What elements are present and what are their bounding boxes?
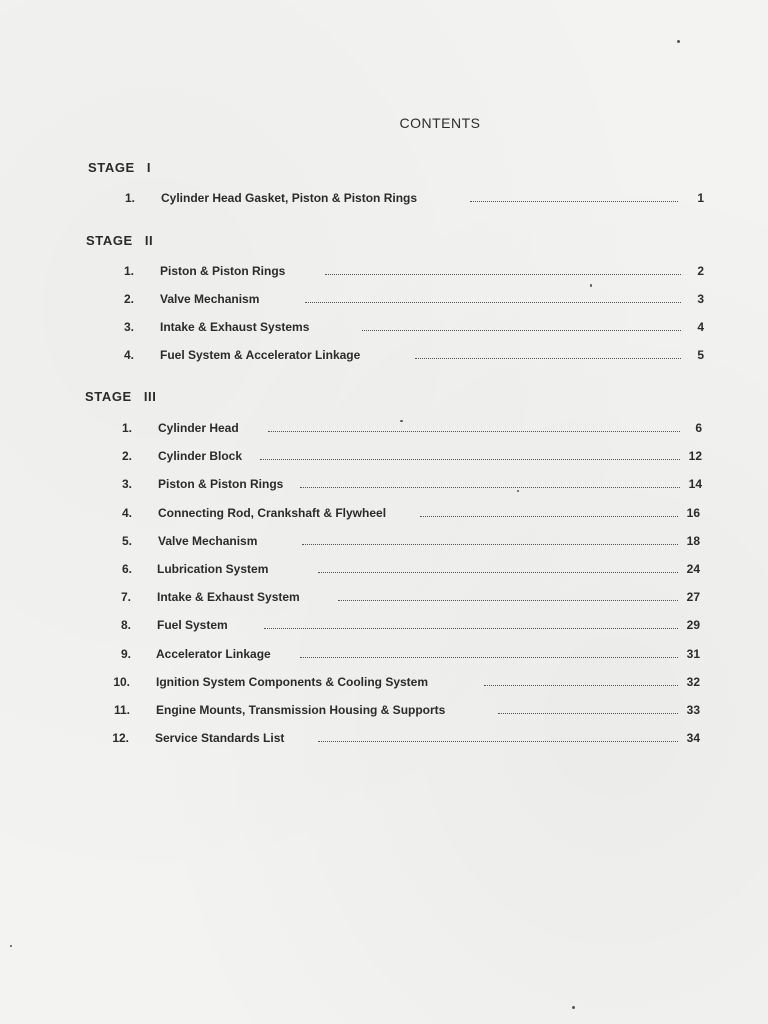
dot-leader [260,459,680,460]
dot-leader [300,657,678,658]
entry-title: Accelerator Linkage [156,647,271,661]
entry-title: Valve Mechanism [160,292,260,306]
toc-entry[interactable] [0,643,768,661]
entry-page: 27 [686,590,700,604]
dot-leader [470,201,678,202]
entry-page: 4 [697,320,704,334]
dot-leader [325,274,681,275]
toc-entry[interactable] [0,699,768,717]
stage-label: STAGE [86,233,133,248]
stage-numeral: I [146,160,152,175]
entry-page: 34 [686,731,700,745]
stage-numeral: II [144,233,154,248]
paper-speck [10,945,12,947]
toc-entry[interactable] [0,671,768,689]
dot-leader [420,516,678,517]
contents-title: CONTENTS [399,115,481,131]
dot-leader [362,330,681,331]
toc-entry[interactable] [0,614,768,632]
dot-leader [484,685,678,686]
entry-number: 8. [120,618,131,632]
entry-number: 2. [123,292,134,306]
dot-leader [318,572,678,573]
toc-entry[interactable] [0,727,768,745]
entry-title: Ignition System Components & Cooling System [156,675,429,689]
stage-heading [88,160,151,175]
dot-leader [305,302,681,303]
entry-title: Intake & Exhaust System [157,590,300,604]
paper-speck [400,420,403,422]
toc-entry[interactable] [0,502,768,520]
entry-number: 12. [112,731,129,745]
entry-page: 29 [686,618,700,632]
dot-leader [498,713,678,714]
dot-leader [415,358,681,359]
toc-entry[interactable] [0,187,768,205]
toc-entry[interactable] [0,586,768,604]
dot-leader [338,600,678,601]
entry-number: 1. [124,191,135,205]
entry-page: 32 [686,675,700,689]
toc-entry[interactable] [0,473,768,491]
entry-page: 1 [697,191,704,205]
entry-page: 14 [688,477,702,491]
entry-number: 4. [121,506,132,520]
toc-entry[interactable] [0,558,768,576]
entry-title: Cylinder Head Gasket, Piston & Piston Rings [161,191,418,205]
entry-title: Fuel System [157,618,228,632]
toc-entry[interactable] [0,344,768,362]
stage-label: STAGE [88,160,135,175]
entry-number: 9. [120,647,131,661]
entry-title: Engine Mounts, Transmission Housing & Supports [156,703,446,717]
entry-number: 4. [123,348,134,362]
entry-page: 24 [686,562,700,576]
entry-title: Service Standards List [155,731,285,745]
entry-number: 3. [121,477,132,491]
stage-label: STAGE [85,389,132,404]
dot-leader [302,544,678,545]
entry-number: 11. [113,703,130,717]
entry-page: 5 [697,348,704,362]
entry-number: 10. [113,675,130,689]
dot-leader [318,741,678,742]
entry-number: 7. [120,590,131,604]
entry-title: Piston & Piston Rings [160,264,286,278]
toc-entry[interactable] [0,288,768,306]
toc-entry[interactable] [0,530,768,548]
entry-page: 33 [686,703,700,717]
entry-number: 5. [121,534,132,548]
entry-title: Valve Mechanism [158,534,258,548]
entry-page: 18 [686,534,700,548]
paper-speck [677,40,680,43]
paper-speck [517,490,519,492]
entry-number: 1. [121,421,132,435]
stage-heading [86,233,153,248]
stage-numeral: III [143,389,157,404]
dot-leader [300,487,680,488]
entry-page: 2 [697,264,704,278]
dot-leader [268,431,680,432]
entry-title: Piston & Piston Rings [158,477,284,491]
entry-title: Fuel System & Accelerator Linkage [160,348,361,362]
entry-number: 3. [123,320,134,334]
entry-page: 6 [695,421,702,435]
toc-entry[interactable] [0,417,768,435]
entry-page: 3 [697,292,704,306]
entry-number: 6. [121,562,132,576]
entry-title: Connecting Rod, Crankshaft & Flywheel [158,506,387,520]
entry-title: Cylinder Head [158,421,239,435]
paper-speck [572,1006,575,1009]
entry-title: Lubrication System [157,562,269,576]
entry-page: 12 [688,449,702,463]
entry-page: 16 [686,506,700,520]
toc-entry[interactable] [0,445,768,463]
entry-number: 2. [121,449,132,463]
toc-entry[interactable] [0,260,768,278]
toc-entry[interactable] [0,316,768,334]
entry-page: 31 [686,647,700,661]
entry-number: 1. [123,264,134,278]
entry-title: Cylinder Block [158,449,243,463]
entry-title: Intake & Exhaust Systems [160,320,310,334]
dot-leader [264,628,678,629]
stage-heading [85,389,156,404]
paper-speck [590,284,592,287]
